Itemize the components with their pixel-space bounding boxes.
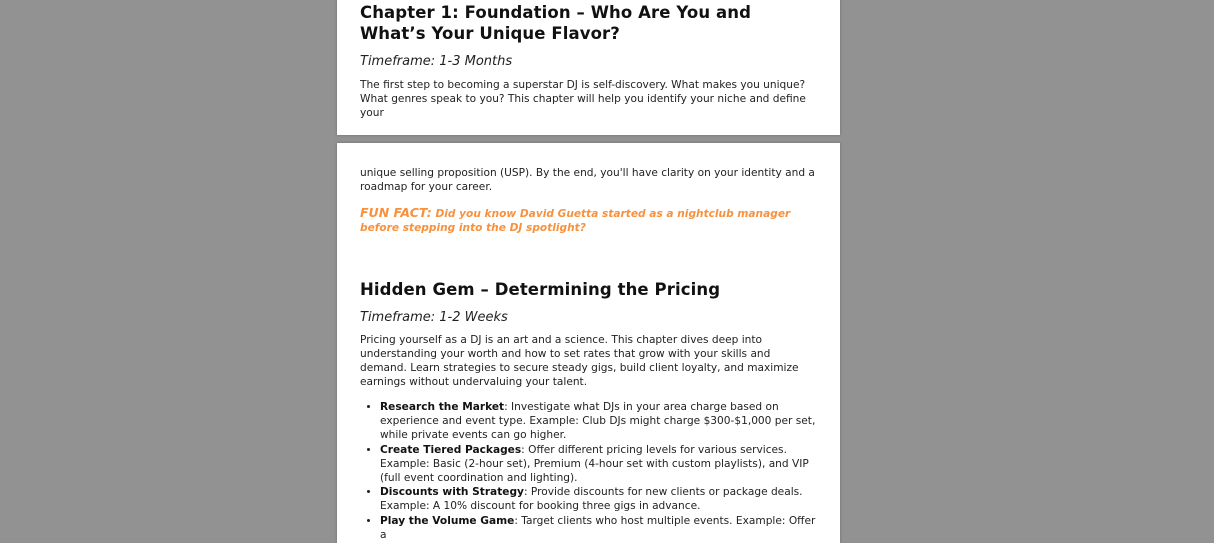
chapter-intro-continued: unique selling proposition (USP). By the end, you'll have clarity on your identity and a roadmap for your career. [360, 167, 815, 193]
pricing-strategies-list [360, 400, 817, 542]
fun-fact-label: FUN FACT: [360, 205, 432, 220]
list-item-text: : Investigate what DJs in your area charge based on experience and event type. Example: Club DJs might charge $300-$1,000 per set, while private events can go higher. [380, 401, 816, 442]
list-item [380, 514, 817, 542]
section-intro-paragraph: Pricing yourself as a DJ is an art and a science. This chapter dives deep into understanding your worth and how to set rates that grow with your skills and demand. Learn strategies to secure steady gigs, build client loyalty, and maximize earnings without undervaluing your talent. [360, 334, 799, 388]
section-title: Hidden Gem – Determining the Pricing [360, 280, 721, 299]
list-item-title: Play the Volume Game [380, 514, 515, 527]
list-item-text: : Target clients who host multiple events. Example: Offer a [380, 514, 816, 541]
document-page-1 [337, 0, 840, 135]
fun-fact-text: Did you know David Guetta started as a nightclub manager before stepping into the DJ spotlight? [360, 208, 791, 234]
list-item-title: Research the Market [380, 401, 505, 413]
list-item-text: : Provide discounts for new clients or package deals. Example: A 10% discount for booking three gigs in advance. [380, 486, 803, 513]
list-item [380, 485, 817, 513]
list-item-text: : Offer different pricing levels for various services. Example: Basic (2-hour set), Premium (4-hour set with custom playlists), and VIP (full event coordination and lighting). [380, 443, 809, 485]
chapter-title: Chapter 1: Foundation – Who Are You and What’s Your Unique Flavor? [360, 3, 752, 43]
chapter-timeframe: Timeframe: 1-3 Months [360, 54, 513, 69]
document-page-2 [337, 143, 840, 543]
list-item [380, 443, 817, 486]
chapter-intro-paragraph: The first step to becoming a superstar DJ is self-discovery. What makes you unique? What genres speak to you? This chapter will help you identify your niche and define your [360, 79, 806, 119]
section-timeframe: Timeframe: 1-2 Weeks [360, 310, 508, 325]
list-item [380, 400, 817, 443]
list-item-title: Create Tiered Packages [380, 443, 522, 456]
fun-fact [360, 206, 817, 235]
list-item-title: Discounts with Strategy [380, 486, 524, 499]
